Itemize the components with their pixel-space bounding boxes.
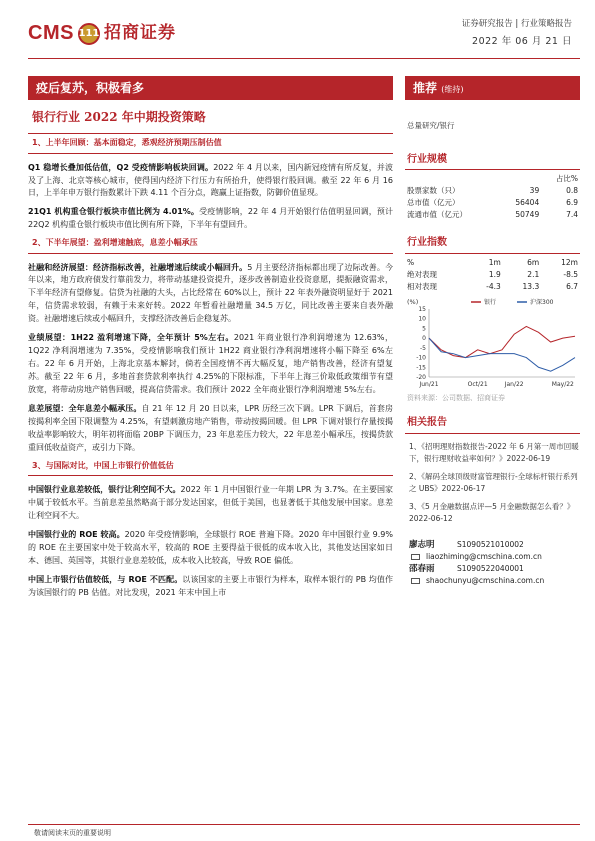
section-heading-3: 3、与国际对比，中国上市银行价值低估 bbox=[32, 460, 174, 470]
logo-seal-icon: 111 bbox=[78, 23, 100, 45]
x-tick-label: Jan/22 bbox=[504, 380, 524, 388]
cms-logo bbox=[28, 18, 176, 49]
report-type: 证券研究报告 | 行业策略报告 bbox=[461, 19, 572, 29]
y-tick-label: 0 bbox=[422, 334, 426, 342]
footer-note: 敬请阅读末页的重要说明 bbox=[34, 829, 111, 837]
table-row: 流通市值（亿元） 50749 7.4 bbox=[407, 210, 578, 220]
analyst-email-row bbox=[409, 575, 580, 587]
paragraph: 中国上市银行估值较低，与 ROE 不匹配。以该国家的主要上市银行为样本，取样本银行的 PB 均值作为该国银行的 PB 估值。对比发现，2021 年末中国上市 bbox=[28, 574, 393, 597]
index-heading: 行业指数 bbox=[405, 235, 580, 254]
y-tick-label: 5 bbox=[422, 325, 426, 333]
title-divider bbox=[28, 133, 393, 134]
logo-chinese-name: 招商证券 bbox=[103, 23, 176, 44]
page-header bbox=[28, 14, 578, 54]
main-column bbox=[28, 76, 393, 604]
section-divider bbox=[28, 253, 393, 254]
y-tick-label: -10 bbox=[416, 354, 426, 362]
paragraph: Q1 稳增长叠加低估值，Q2 受疫情影响板块回调。2022 年 4 月以来，国内新冠疫情有所反复，并波及了上海、北京等核心城市，使得国内经济下行压力有所抬升，使得银行股回调。截至 22 年 6 月 16 日，上半年申万银行指数累计下跌 4.11 个百分点，跑赢上证指数，防御价值显现。 bbox=[28, 162, 394, 198]
table-row: 绝对表现 1.9 2.1 -8.5 bbox=[407, 269, 578, 279]
related-report-link[interactable]: 2、《解码全球顶级财富管理银行-全球标杆银行系列之 UBS》2022-06-17 bbox=[409, 472, 578, 493]
analyst-row bbox=[409, 539, 580, 551]
rating-banner bbox=[405, 76, 580, 100]
y-tick-label: -15 bbox=[416, 363, 426, 371]
paragraph: 中国银行业的 ROE 较高。2020 年受疫情影响，全球银行 ROE 普遍下降。2020 年中国银行业 9.9%的 ROE 在主要国家中处于较高水平，较高的 ROE 主要得益于很低的成本收入比，其他发达国家如日本、德国、英国等，其银行业息差较低，成本收入比较高，导致 ROE 偏低。 bbox=[28, 529, 393, 565]
y-tick-label: 10 bbox=[418, 315, 426, 323]
y-tick-label: 15 bbox=[418, 305, 426, 313]
report-date: 2022 年 06 月 21 日 bbox=[472, 36, 572, 48]
table-row: 股票家数（只） 39 0.8 bbox=[407, 186, 578, 196]
analyst-row bbox=[409, 563, 580, 575]
related-report-link[interactable]: 3、《5 月金融数据点评—5 月金融数据怎么看？》2022-06-12 bbox=[409, 502, 575, 524]
paragraph: 息差展望：全年息差小幅承压。自 21 年 12 月 20 日以来，LPR 历经三次下调。LPR 下调后，首套房按揭利率全国下限调整为 4.25%，有望刺激房地产销售，带动按揭回暖。但 LPR 下调对银行存量按揭收益率影响较大，明年初将面临 20BP 下调压力，23 年息差压力较大，22 年息差小幅承压，按揭贷款重回低收益资产，或引力下降。 bbox=[28, 404, 394, 452]
scale-table bbox=[405, 173, 580, 221]
sidebar bbox=[405, 76, 580, 587]
report-title: 银行行业 2022 年中期投资策略 bbox=[32, 110, 206, 124]
rating-note: (维持) bbox=[441, 85, 464, 94]
x-tick-label: May/22 bbox=[551, 380, 574, 388]
paragraph: 社融和经济展望：经济指标改善，社融增速后续或小幅回升。5 月主要经济指标都出现了边际改善。今年以来，地方政府债发行靠前发力，将带动基建投资提升，逐步改善制造业投资意愿，提振融资需求，下半年经济有望修复。信贷为社融的大头，占比经常在 60%以上，预计 22 年表外融资明显好于 2021 年，信贷需求较弱，有赖于未来好转。2022 年暂看社融增量 34.5 万亿，同比改善主要来自表外融资。社融增速后续或小幅回升，支撑经济改善后企稳复苏。 bbox=[28, 262, 393, 324]
section-heading-2: 2、下半年展望：盈利增速触底，息差小幅承压 bbox=[32, 238, 198, 248]
legend-label: 沪深300 bbox=[530, 298, 554, 306]
table-row: 相对表现 -4.3 13.3 6.7 bbox=[407, 281, 578, 291]
sidebar-subtitle: 总量研究/银行 bbox=[407, 121, 455, 130]
related-heading: 相关报告 bbox=[405, 415, 580, 434]
y-tick-label: -20 bbox=[416, 373, 426, 381]
analyst-name: 廖志明 bbox=[409, 539, 435, 550]
analyst-email-row bbox=[409, 551, 580, 563]
analyst-block bbox=[405, 539, 580, 587]
scale-heading: 行业规模 bbox=[405, 152, 580, 171]
y-axis-label: (%) bbox=[407, 297, 419, 306]
analyst-cert: S1090522040001 bbox=[457, 563, 524, 573]
headline-banner: 疫后复苏，积极看多 bbox=[28, 76, 393, 100]
col-header: 占比% bbox=[555, 174, 578, 184]
paragraph: 业绩展望：1H22 盈利增速下降，全年预计 5%左右。2021 年商业银行净利润增速为 12.63%，1Q22 净利润增速为 7.35%，受疫情影响我们预计 1H22 商业银行净利润增速将小幅下降至 6%左右。22 年 6 月开始，上海北京基本解封，倘若全国疫情不再大幅反复，地产销售改善，经济有望复苏。截至 22 年 6 月，多地首套贷款利率执行 4.25%的下限标准，下半年上海三价取低政策细节有望放宽，将带动房地产销售回暖，提高信贷需求。我们预计 2022 全年商业银行净利润增速 5%左右。 bbox=[28, 333, 394, 395]
legend-label: 银行 bbox=[484, 298, 497, 306]
index-chart bbox=[405, 297, 580, 389]
section-divider bbox=[28, 153, 393, 154]
mail-icon bbox=[411, 578, 420, 584]
rating-title: 推荐 bbox=[413, 81, 438, 95]
x-tick-label: Oct/21 bbox=[467, 380, 488, 388]
y-tick-label: -5 bbox=[420, 344, 426, 352]
chart-source: 资料来源：公司数据、招商证券 bbox=[407, 393, 505, 402]
section-divider bbox=[28, 475, 393, 476]
related-report-link[interactable]: 1、《招明理财指数报告-2022 年 6 月第一周市回暖下，银行理财收益率如何？》2022-06-19 bbox=[409, 441, 579, 463]
paragraph: 21Q1 机构重仓银行板块市值比例为 4.01%。受疫情影响，22 年 4 月开始银行估值明显回调，预计 22Q2 机构重仓银行板块市值比例有所下降，下半年有望回升。 bbox=[28, 207, 393, 230]
x-tick-label: Jun/21 bbox=[419, 380, 439, 388]
analyst-cert: S1090521010002 bbox=[457, 539, 524, 549]
analyst-name: 邵春雨 bbox=[409, 563, 435, 574]
section-heading-1: 1、上半年回顾：基本面稳定，悉观经济预期压制估值 bbox=[32, 138, 222, 148]
table-header-row: % 1m 6m 12m bbox=[407, 257, 578, 267]
table-row: 总市值（亿元） 56404 6.9 bbox=[407, 198, 578, 208]
logo-cms-text: CMS bbox=[28, 22, 74, 44]
analyst-email[interactable]: liaozhiming@cmschina.com.cn bbox=[426, 551, 542, 561]
analyst-email[interactable]: shaochunyu@cmschina.com.cn bbox=[426, 575, 545, 585]
index-table bbox=[405, 257, 580, 293]
index-chart-svg bbox=[405, 297, 580, 389]
header-meta bbox=[462, 18, 572, 50]
mail-icon bbox=[411, 554, 420, 560]
footer-divider bbox=[28, 824, 580, 825]
paragraph: 中国银行业息差较低，银行让利空间不大。2022 年 1 月中国银行业一年期 LPR 为 3.7%。在主要国家中属于较低水平。当前息差虽然略高于部分发达国家，但低于美国，也显著低于其他发展中国家。息差让利空间不大。 bbox=[28, 485, 394, 520]
header-divider bbox=[28, 58, 580, 59]
related-list bbox=[405, 441, 580, 525]
